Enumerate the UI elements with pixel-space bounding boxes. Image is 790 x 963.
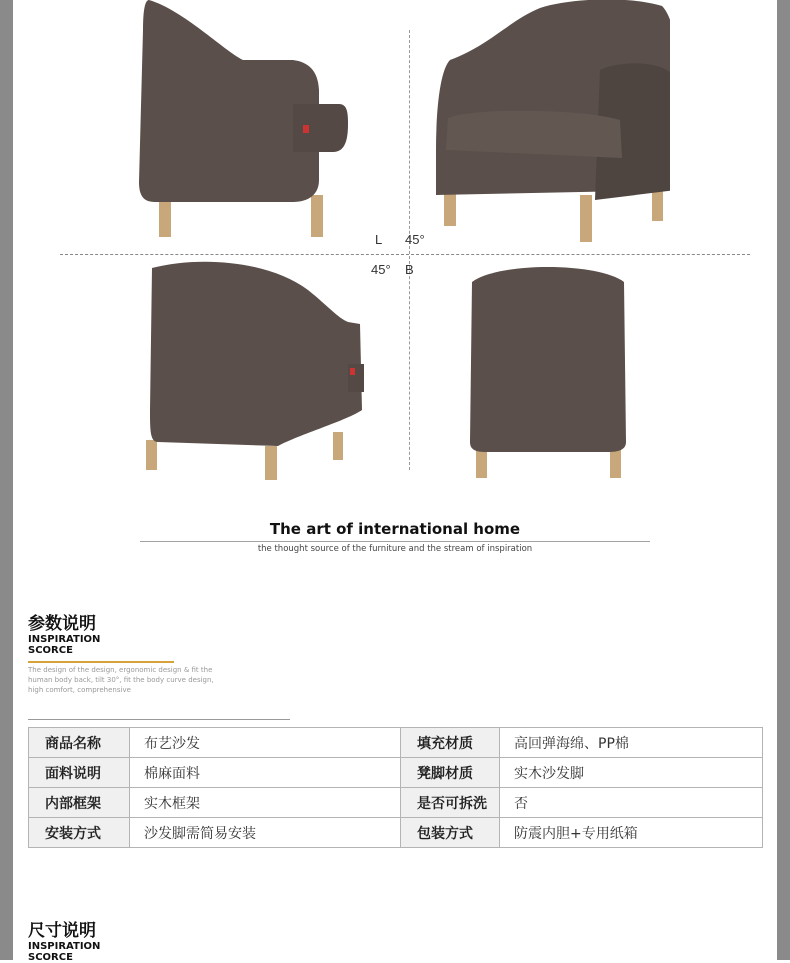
param-key: 填充材质 [401, 728, 500, 758]
params-table [28, 727, 763, 848]
chair-views [13, 0, 777, 500]
params-section-header [28, 614, 290, 720]
chair-45-view [430, 0, 670, 245]
param-key: 商品名称 [29, 728, 130, 758]
size-section-title: 尺寸说明 [28, 921, 96, 941]
param-key: 安装方式 [29, 818, 130, 848]
params-section-description: The design of the design, ergonomic design & fit the human body back, tilt 30°, fit the body curve design, high comfort, comprehensive [28, 666, 214, 694]
tagline-rule [140, 541, 650, 542]
param-key: 面料说明 [29, 758, 130, 788]
chair-back-45-view [138, 260, 373, 485]
vertical-divider [409, 30, 410, 470]
param-value: 沙发脚需简易安装 [130, 818, 401, 848]
param-value: 高回弹海绵、PP棉 [500, 728, 763, 758]
tagline [0, 520, 790, 554]
param-value: 实木沙发脚 [500, 758, 763, 788]
table-row [29, 818, 763, 848]
param-value: 布艺沙发 [130, 728, 401, 758]
page-frame-left [0, 0, 13, 960]
view-label-45-top: 45° [405, 232, 425, 247]
view-label-45-bottom: 45° [371, 262, 391, 277]
param-key: 凳脚材质 [401, 758, 500, 788]
params-section-title: 参数说明 [28, 614, 96, 634]
page-frame-right [777, 0, 790, 960]
params-section-en-1: INSPIRATION [28, 634, 101, 645]
param-key: 包装方式 [401, 818, 500, 848]
size-section-en-1: INSPIRATION [28, 941, 101, 952]
params-section-rule [28, 719, 290, 720]
chair-back-view [458, 262, 638, 482]
param-value: 实木框架 [130, 788, 401, 818]
table-row [29, 758, 763, 788]
tagline-title: The art of international home [269, 520, 521, 538]
view-label-b: B [405, 262, 414, 277]
view-label-l: L [375, 232, 383, 247]
size-section-en-2: SCORCE [28, 952, 73, 963]
param-key: 是否可拆洗 [401, 788, 500, 818]
param-value: 防震内胆+专用纸箱 [500, 818, 763, 848]
table-row [29, 788, 763, 818]
chair-side-view [133, 0, 353, 245]
size-section-header [28, 921, 100, 963]
params-section-en-2: SCORCE [28, 645, 73, 656]
param-key: 内部框架 [29, 788, 130, 818]
tagline-subtitle: the thought source of the furniture and the stream of inspiration [257, 544, 533, 554]
horizontal-divider [60, 254, 750, 255]
param-value: 棉麻面料 [130, 758, 401, 788]
table-row [29, 728, 763, 758]
params-section-accent-line [28, 661, 174, 663]
param-value: 否 [500, 788, 763, 818]
